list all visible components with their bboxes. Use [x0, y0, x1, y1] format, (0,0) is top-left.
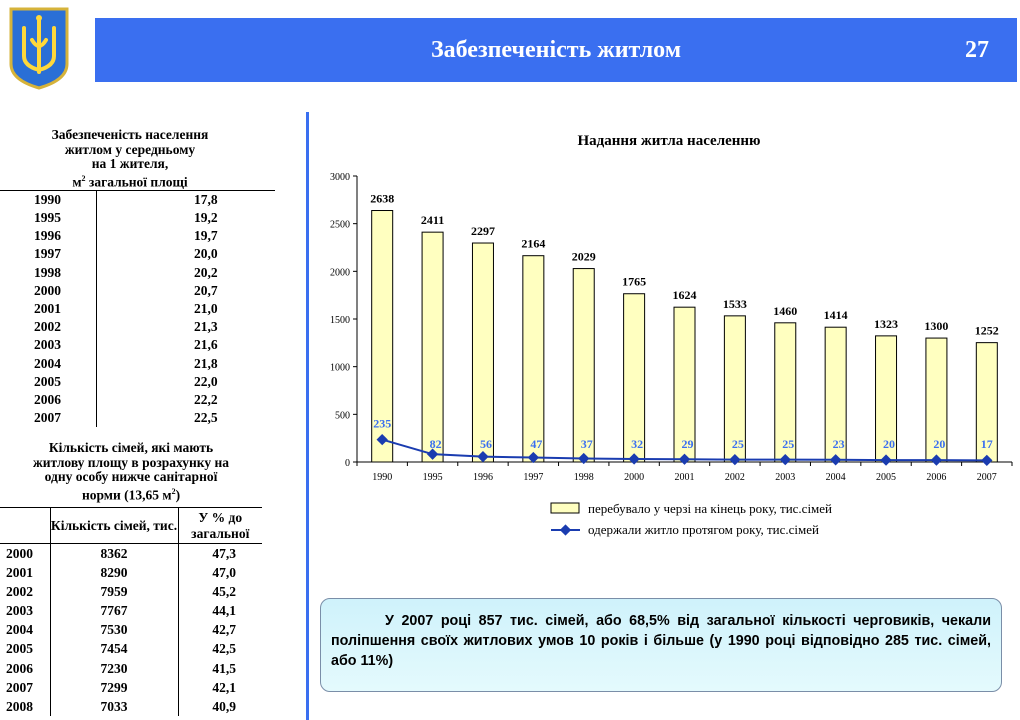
housing-title-line: житлом у середньому — [64, 141, 196, 157]
families-title-line — [0, 485, 262, 503]
percent-cell: 40,9 — [212, 698, 236, 714]
year-cell: 2002 — [0, 318, 96, 336]
value-cell: 17,8 — [96, 191, 275, 210]
x-tick-label: 2007 — [976, 472, 997, 483]
page-title: Забезпеченість житлом — [430, 37, 682, 63]
housing-title-line: на 1 жителя, — [91, 156, 169, 171]
housing-unit-text: загальної площі — [85, 174, 188, 189]
table-row — [0, 544, 262, 564]
percent-cell: 47,3 — [212, 546, 236, 561]
x-tick-label: 2006 — [926, 472, 947, 483]
value-cell: 22,0 — [193, 373, 218, 389]
bar-value-label: 2638 — [370, 191, 395, 206]
table-row — [0, 409, 275, 427]
families-title-line: Кількість сімей, які мають — [48, 440, 214, 455]
column-header: Кількість сімей, тис. — [50, 508, 178, 544]
year-cell: 2005 — [0, 639, 50, 658]
families-title-sup: 2 — [171, 486, 176, 496]
families-count-cell: 7033 — [50, 697, 178, 716]
families-count-cell: 7299 — [50, 678, 178, 697]
housing-table — [0, 190, 275, 427]
bar-value-label: 1252 — [974, 323, 999, 338]
table-row — [0, 264, 275, 282]
note-text: У 2007 році 857 тис. сімей, або 68,5% від загальної кількості черговиків, чекали поліпшення своїх житлових умов 10 років і більше (у 1990 році відповідно 285 тис. сімей, або 11%) — [331, 613, 991, 669]
line-value-label: 82 — [429, 437, 442, 451]
families-count-cell: 7767 — [50, 601, 178, 620]
bar-value-label: 2411 — [420, 213, 445, 228]
families-title-line: одну особу нижче санітарної — [44, 469, 218, 484]
value-cell: 22,5 — [193, 410, 218, 426]
families-count-cell: 8362 — [50, 544, 178, 564]
families-title-text: ) — [175, 487, 181, 502]
housing-table-title — [0, 128, 260, 190]
vertical-divider — [306, 112, 309, 720]
legend-swatch-marker — [560, 524, 571, 535]
families-count-cell: 7454 — [50, 639, 178, 658]
x-tick-label: 1990 — [372, 472, 393, 483]
year-cell: 2004 — [0, 355, 96, 373]
header-bar — [95, 18, 1017, 82]
x-tick-label: 1996 — [472, 472, 493, 483]
year-cell: 1990 — [0, 191, 96, 210]
bar-value-label: 1323 — [874, 316, 899, 331]
year-cell: 2000 — [0, 544, 50, 564]
y-tick-label: 1500 — [330, 315, 350, 326]
table-row — [0, 563, 262, 582]
table-row — [0, 658, 262, 677]
y-tick-label: 500 — [335, 410, 350, 422]
year-cell: 1995 — [0, 209, 96, 227]
table-row — [0, 245, 275, 263]
table-row — [0, 391, 275, 409]
families-count-cell: 7230 — [50, 658, 178, 677]
line-value-label: 25 — [782, 437, 795, 451]
year-cell: 2004 — [0, 620, 50, 639]
legend-label: перебувало у черзі на кінець року, тис.сімей — [588, 501, 833, 516]
year-cell: 2008 — [0, 697, 50, 716]
table-row — [0, 282, 275, 300]
line-value-label: 20 — [883, 437, 896, 451]
value-cell: 22,2 — [193, 391, 218, 407]
table-row — [0, 209, 275, 227]
x-tick-label: 2004 — [825, 472, 846, 483]
y-tick-label: 2500 — [330, 219, 350, 231]
line-value-label: 20 — [933, 437, 946, 451]
housing-title-line: Забезпеченість населення — [51, 127, 209, 142]
housing-title-unit — [0, 172, 260, 190]
year-cell: 2001 — [0, 563, 50, 582]
table-row — [0, 582, 262, 601]
value-cell: 20,2 — [193, 264, 218, 280]
families-table-title — [0, 441, 262, 503]
families-title-text: норми (13,65 м — [81, 487, 172, 502]
chart-title: Надання житла населенню — [577, 133, 761, 149]
year-cell: 1996 — [0, 227, 96, 245]
bar-value-label: 1624 — [672, 288, 697, 303]
year-cell: 1998 — [0, 264, 96, 282]
year-cell: 2005 — [0, 373, 96, 391]
year-cell: 2000 — [0, 282, 96, 300]
column-header: У % до загальної — [178, 508, 262, 544]
percent-cell: 42,5 — [212, 641, 236, 657]
bar — [573, 269, 594, 462]
families-count-cell: 7959 — [50, 582, 178, 601]
table-row — [0, 639, 262, 658]
x-tick-label: 1997 — [523, 472, 544, 483]
table-row — [0, 227, 275, 245]
percent-cell: 45,2 — [212, 584, 236, 600]
bar — [523, 256, 544, 462]
families-count-cell: 8290 — [50, 563, 178, 582]
bar-value-label: 1300 — [924, 319, 949, 334]
year-cell: 2006 — [0, 391, 96, 409]
line-value-label: 56 — [479, 437, 492, 451]
line-value-label: 25 — [731, 437, 744, 451]
table-row — [0, 373, 275, 391]
table-row — [0, 678, 262, 697]
housing-provision-chart — [312, 118, 1020, 558]
value-cell: 20,7 — [193, 282, 218, 298]
x-tick-label: 2000 — [624, 472, 645, 483]
coat-of-arms-icon — [8, 6, 70, 90]
table-row — [0, 336, 275, 354]
line-value-label: 37 — [580, 437, 593, 451]
year-cell: 2007 — [0, 678, 50, 697]
value-cell: 19,7 — [193, 228, 218, 244]
bar-value-label: 2164 — [521, 236, 546, 251]
bar-value-label: 1533 — [722, 296, 747, 311]
housing-unit-text: м — [72, 174, 82, 189]
percent-cell: 47,0 — [212, 565, 236, 581]
x-tick-label: 2001 — [674, 472, 695, 483]
x-tick-label: 2003 — [775, 472, 796, 483]
year-cell: 2002 — [0, 582, 50, 601]
note-box — [320, 598, 1002, 692]
value-cell: 21,0 — [193, 301, 218, 317]
year-cell: 2003 — [0, 601, 50, 620]
value-cell: 21,8 — [193, 355, 218, 371]
families-title-line: житлову площу в розрахунку на — [32, 454, 230, 470]
percent-cell: 44,1 — [212, 603, 236, 619]
year-cell: 2007 — [0, 409, 96, 427]
y-tick-label: 2000 — [330, 267, 350, 279]
x-tick-label: 2002 — [724, 472, 745, 483]
table-row — [0, 191, 275, 210]
table-header-row — [0, 508, 262, 544]
table-row — [0, 601, 262, 620]
value-cell: 21,3 — [193, 319, 218, 335]
year-cell: 2001 — [0, 300, 96, 318]
y-tick-label: 0 — [345, 458, 350, 469]
table-row — [0, 355, 275, 373]
bar-value-label: 1765 — [622, 274, 647, 289]
bar-value-label: 1414 — [823, 308, 848, 323]
page-number: 27 — [965, 37, 989, 63]
bar-value-label: 2297 — [470, 224, 495, 239]
line-value-label: 17 — [980, 437, 993, 451]
x-tick-label: 1995 — [422, 472, 443, 483]
line-value-label: 235 — [373, 416, 392, 431]
table-row — [0, 620, 262, 639]
x-tick-label: 2005 — [876, 472, 897, 483]
table-row — [0, 697, 262, 716]
line-value-label: 29 — [681, 437, 694, 451]
value-cell: 21,6 — [193, 337, 218, 353]
y-tick-label: 1000 — [330, 362, 350, 374]
year-cell: 1997 — [0, 245, 96, 263]
legend-swatch-bar — [551, 503, 579, 513]
line-value-label: 23 — [832, 437, 845, 451]
bar — [472, 243, 493, 462]
chart-svg — [312, 118, 1020, 558]
bar-value-label: 1460 — [773, 303, 798, 318]
line-value-label: 47 — [530, 437, 543, 451]
year-cell: 2006 — [0, 658, 50, 677]
table-row — [0, 318, 275, 336]
housing-unit-sup: 2 — [81, 173, 86, 183]
year-cell: 2003 — [0, 336, 96, 354]
x-tick-label: 1998 — [573, 472, 594, 483]
line-value-label: 32 — [631, 437, 644, 451]
table-row — [0, 300, 275, 318]
bar-value-label: 2029 — [571, 249, 596, 264]
bar — [422, 232, 443, 462]
legend-label: одержали житло протягом року, тис.сімей — [588, 522, 819, 537]
column-header — [0, 508, 50, 544]
y-tick-label: 3000 — [330, 172, 350, 183]
families-table — [0, 507, 262, 716]
percent-cell: 42,1 — [212, 679, 236, 695]
value-cell: 19,2 — [193, 210, 218, 226]
percent-cell: 41,5 — [212, 660, 236, 676]
families-count-cell: 7530 — [50, 620, 178, 639]
percent-cell: 42,7 — [212, 622, 236, 638]
value-cell: 20,0 — [193, 246, 218, 262]
